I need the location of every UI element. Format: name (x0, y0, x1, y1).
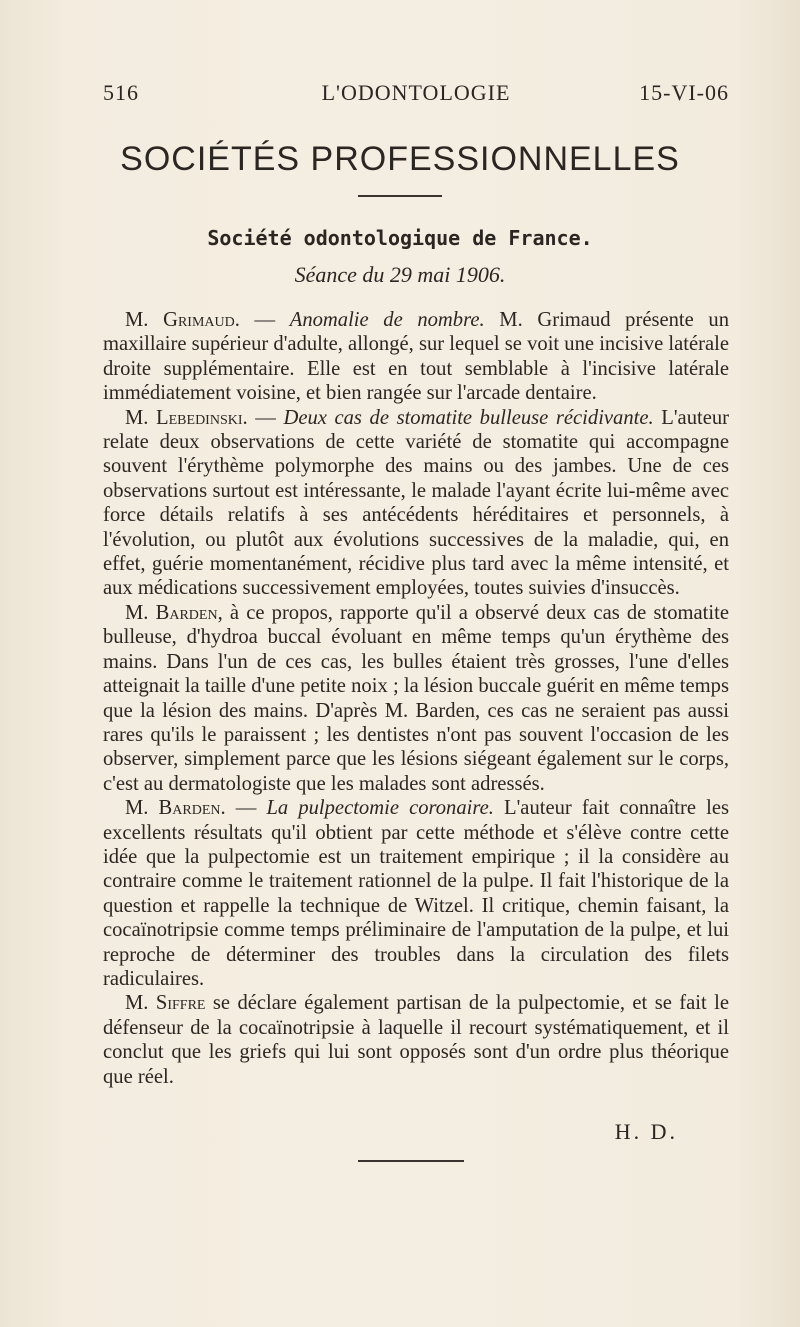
page-number: 516 (103, 80, 139, 105)
paragraph-text: L'auteur relate deux observations de cette variété de stomatite qui accompagne souvent l'érythème polymorphe des mains ou des jambes. Une de ces observations surtout est intéressante, le malade l'ayant écrite lui-même avec force détails relatifs à ses antécédents héréditaires et personnels, à l'évolution, ou plutôt aux évolutions successives de la maladie, qui, en effet, guérie momentanément, récidive plus tard avec la même intensité, et aux médications successivement employées, toutes suivies d'insuccès. (103, 406, 730, 600)
speaker-name: M. Barden. (125, 797, 226, 820)
paragraph-text: à ce propos, rapporte qu'il a observé deux cas de stomatite bulleuse, d'hydroa buccal évoluant en même temps qu'un érythème des mains. Dans l'un de ces cas, les bulles étaient très grosses, l'une d'elles atteignait la taille d'une petite noix ; la lésion buccale guérit en même temps que la lésion des mains. D'après M. Barden, ces cas ne seraient pas aussi rares qu'ils le paraissent ; les dentistes n'ont pas souvent l'occasion de les observer, simplement parce que les lésions siégeant également sur le corps, c'est au dermatologiste que les malades sont adressés. (103, 601, 729, 795)
dash-separator: — (225, 797, 267, 820)
running-head (103, 80, 729, 110)
paragraph-barden-reply (103, 601, 729, 796)
speaker-name: M. Lebedinski. (125, 406, 248, 429)
paragraph-barden-pulpectomie (103, 796, 729, 991)
dash-separator: — (247, 406, 284, 429)
paragraph-lebedinski (103, 406, 729, 601)
communication-title: Anomalie de nombre. (289, 309, 485, 331)
article-body (103, 308, 729, 1089)
speaker-name: M. Siffre (125, 992, 206, 1015)
paragraph-text: M. Grimaud présente un maxillaire supérieur d'adulte, allongé, sur lequel se voit une incisive latérale droite supplémentaire. Elle est en tout semblable à l'incisive latérale immédiatement voisine, et bien rangée sur l'arcade dentaire. (103, 309, 729, 405)
paragraph-text: se déclare également partisan de la pulpectomie, et se fait le défenseur de la cocaïnotripsie à laquelle il recourt systématiquement, et il conclut que les griefs qui lui sont opposés sont d'un ordre plus théorique que réel. (103, 992, 729, 1088)
paragraph-text: L'auteur fait connaître les excellents résultats qu'il obtient par cette méthode et s'élève contre cette idée que la pulpectomie est un traitement empirique ; il la considère au contraire comme le traitement rationnel de la pulpe. Il fait l'historique de la question et rappelle la technique de Witzel. Il critique, chemin faisant, la cocaïnotripsie comme temps préliminaire de l'amputation de la pulpe, et lui reproche de déterminer des troubles dans la circulation des filets radiculaires. (103, 797, 729, 990)
section-title: SOCIÉTÉS PROFESSIONNELLES (120, 140, 680, 178)
communication-title: La pulpectomie coronaire. (266, 797, 494, 820)
journal-title: L'ODONTOLOGIE (321, 80, 511, 105)
closing-rule (358, 1160, 464, 1162)
paragraph-siffre (103, 991, 729, 1089)
communication-title: Deux cas de stomatite bulleuse récidivante. (283, 406, 654, 429)
seance-date: Séance du 29 mai 1906. (294, 262, 506, 287)
society-name: Société odontologique de France. (207, 226, 593, 250)
dash-separator: — (239, 309, 290, 331)
title-rule (358, 195, 442, 197)
paragraph-grimaud (103, 308, 729, 406)
author-signature: H. D. (614, 1119, 678, 1144)
speaker-name: M. Barden, (125, 601, 223, 624)
speaker-name: M. Grimaud. (125, 309, 240, 331)
issue-date: 15-VI-06 (639, 80, 729, 105)
